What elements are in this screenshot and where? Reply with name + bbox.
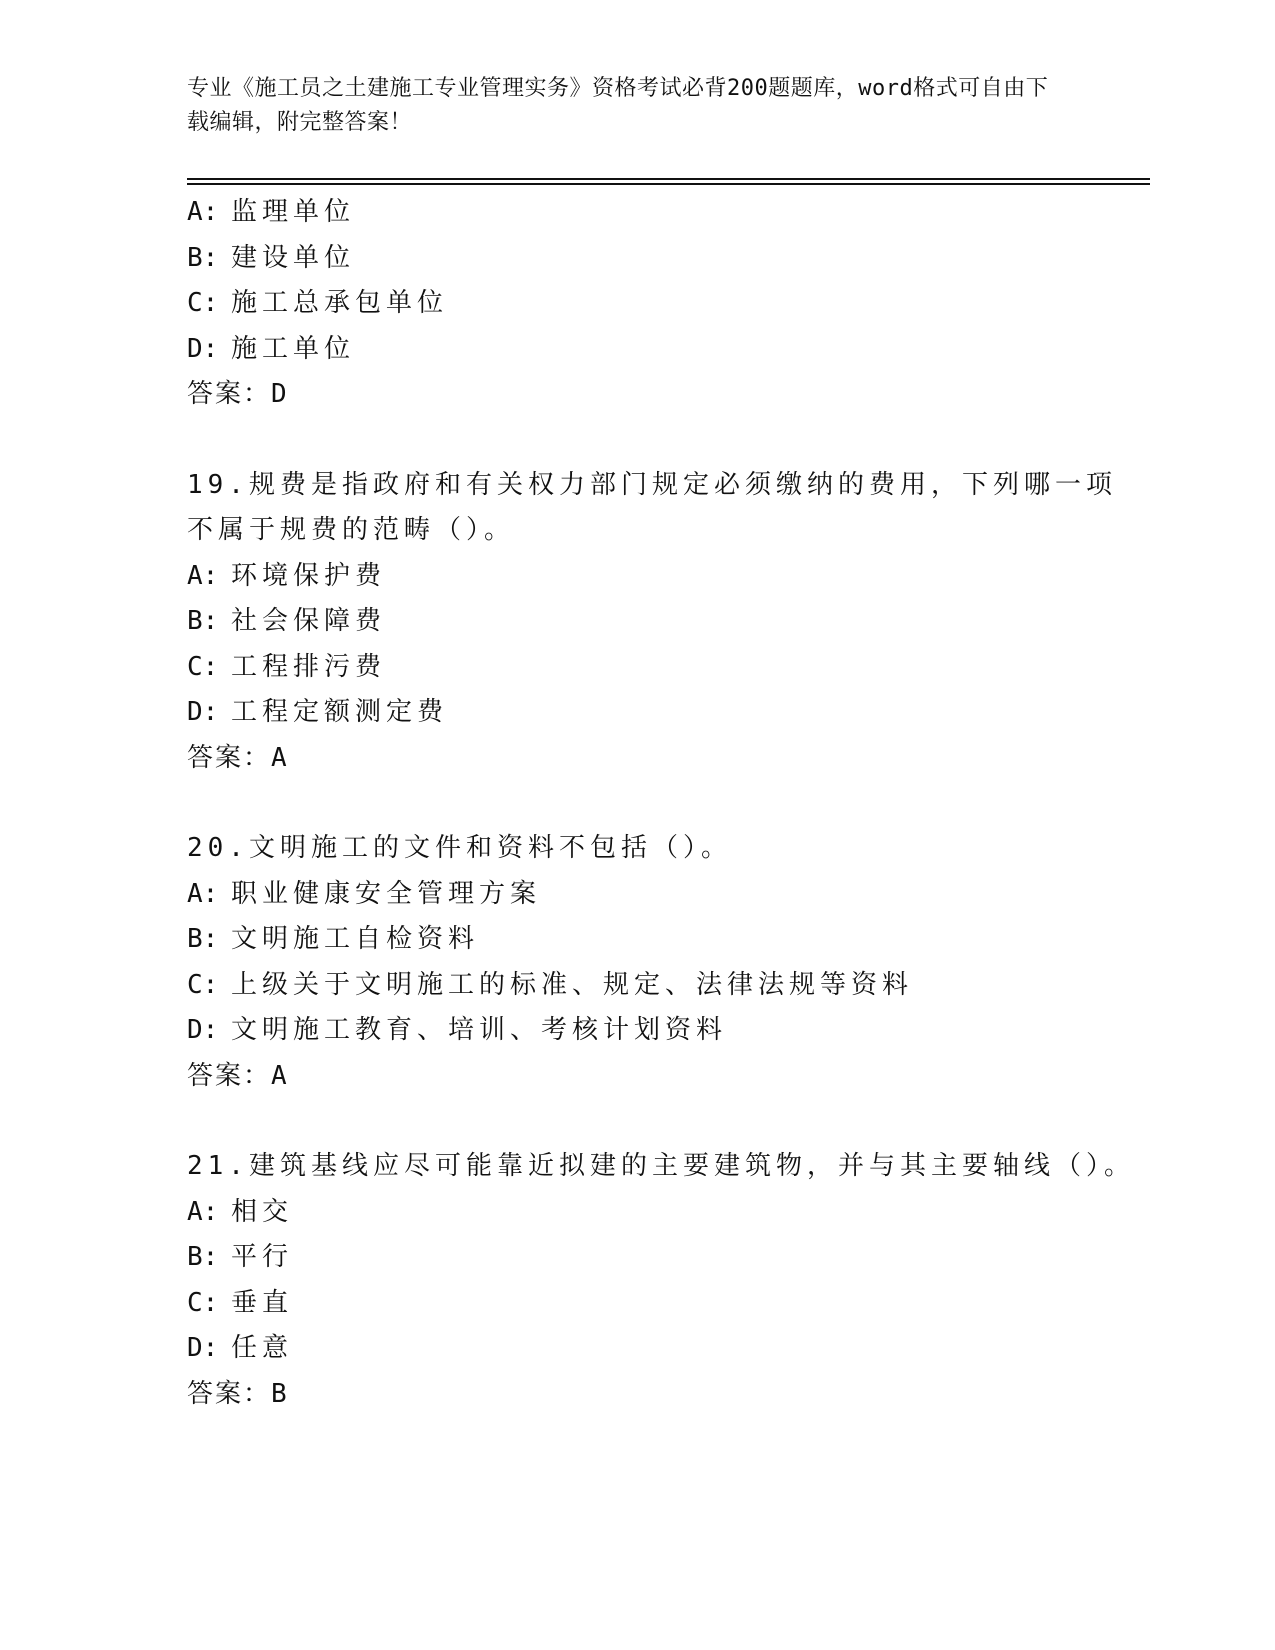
option-c: C: 垂直: [187, 1287, 294, 1318]
question-list: [187, 190, 1147, 1417]
answer-value: A: [271, 742, 288, 773]
question-text: 21.建筑基线应尽可能靠近拟建的主要建筑物，并与其主要轴线（）。: [187, 1151, 1135, 1181]
answer-line: 答案：A: [187, 742, 288, 773]
option-d: D: 施工单位: [187, 333, 356, 364]
answer-value: B: [271, 1378, 288, 1409]
option-a: A: 职业健康安全管理方案: [187, 878, 542, 909]
header-divider-bottom: [187, 183, 1150, 185]
question-block-20: [187, 826, 1147, 1099]
option-c: C: 上级关于文明施工的标准、规定、法律法规等资料: [187, 969, 914, 1000]
option-d: D: 工程定额测定费: [187, 697, 449, 727]
answer-line: 答案：D: [187, 379, 288, 409]
question-block-18: [187, 190, 1147, 418]
option-c: C: 工程排污费: [187, 651, 387, 682]
option-b: B: 平行: [187, 1242, 294, 1272]
option-d: D: 文明施工教育、培训、考核计划资料: [187, 1015, 728, 1045]
question-text: 19.规费是指政府和有关权力部门规定必须缴纳的费用，下列哪一项不属于规费的范畴（）。: [187, 469, 1117, 545]
question-text: 20.文明施工的文件和资料不包括（）。: [187, 833, 732, 863]
option-b: B: 文明施工自检资料: [187, 924, 480, 954]
question-block-19: [187, 463, 1147, 782]
option-a: A: 监理单位: [187, 197, 356, 227]
question-block-21: [187, 1144, 1147, 1417]
document-header: 专业《施工员之土建施工专业管理实务》资格考试必背200题题库，word格式可自由下载编辑，附完整答案！: [187, 76, 1049, 135]
option-a: A: 相交: [187, 1196, 294, 1227]
answer-line: 答案：A: [187, 1060, 288, 1091]
answer-value: D: [271, 379, 288, 409]
header-divider-top: [187, 178, 1150, 180]
answer-value: A: [271, 1060, 288, 1091]
option-d: D: 任意: [187, 1333, 294, 1363]
option-a: A: 环境保护费: [187, 560, 387, 591]
option-b: B: 建设单位: [187, 242, 356, 273]
option-c: C: 施工总承包单位: [187, 288, 449, 318]
option-b: B: 社会保障费: [187, 606, 387, 636]
answer-line: 答案：B: [187, 1378, 288, 1409]
